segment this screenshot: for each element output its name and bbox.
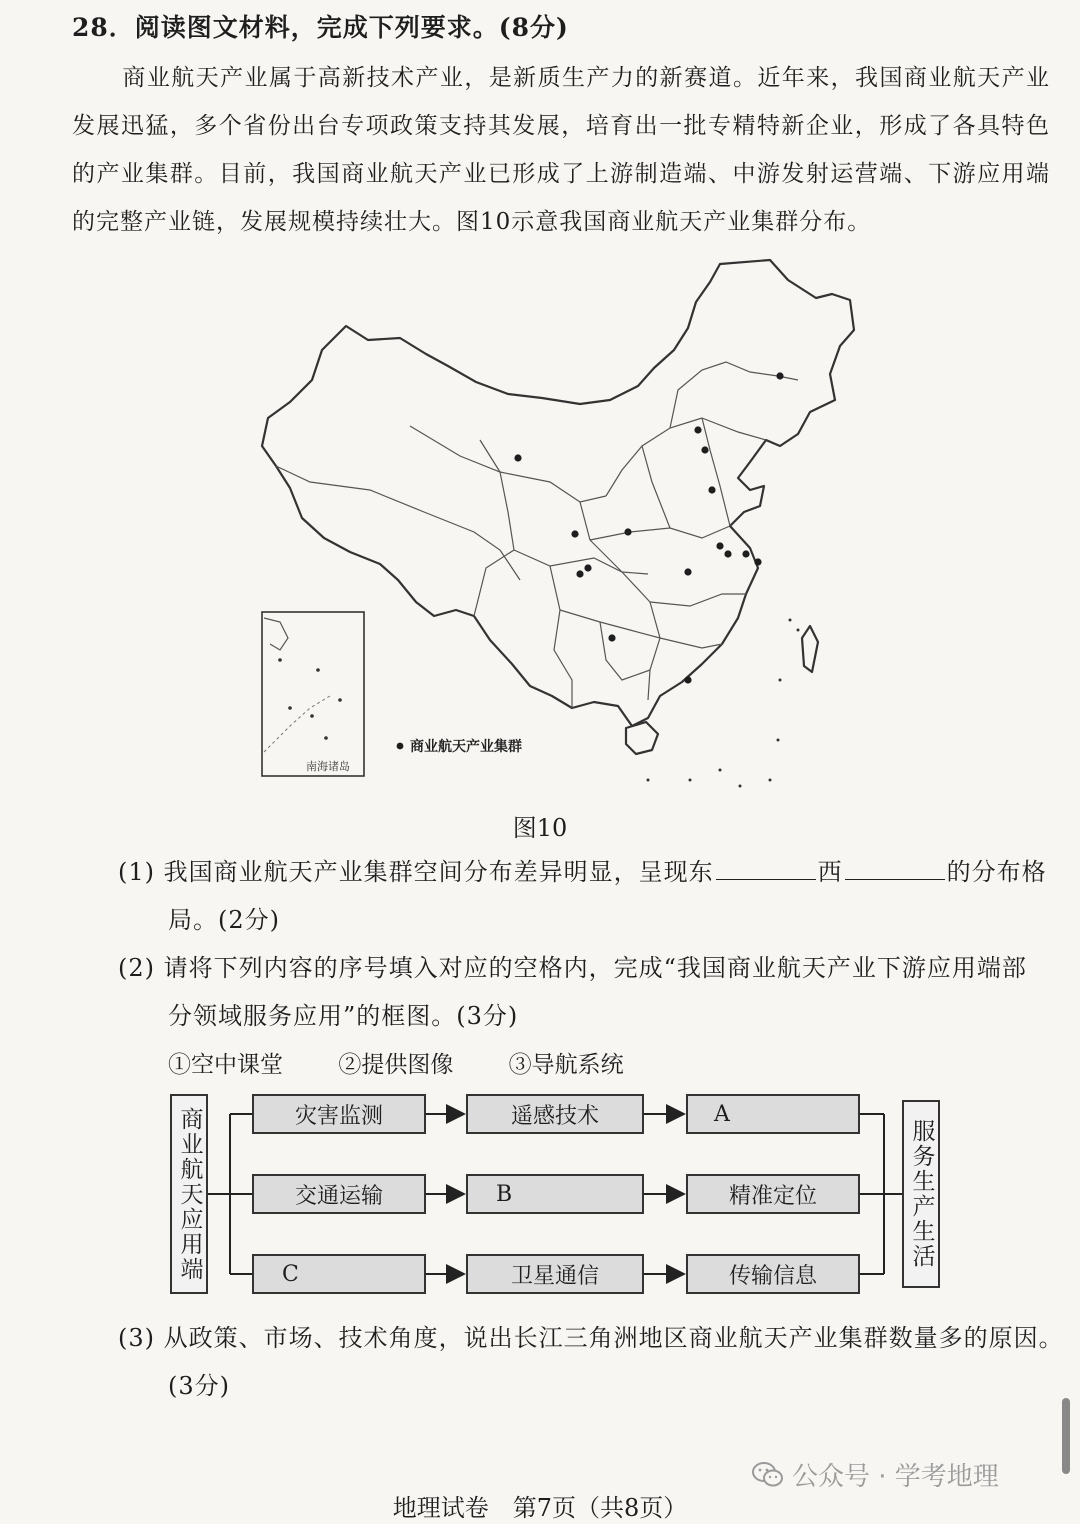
watermark-text: 公众号 · 学考地理: [792, 1462, 999, 1492]
material-text: 商业航天产业属于高新技术产业，是新质生产力的新赛道。近年来，我国商业航天产业发展迅猛，多个省份出台专项政策支持其发展，培育出一批专精特新企业，形成了各具特色的产业集群。目前，我国商业航天产业已形成了上游制造端、中游发射运营端、下游应用端的完整产业链，发展规模持续壮大。图10示意我国商业航天产业集群分布。: [72, 65, 1050, 235]
box-precise-positioning: 精准定位: [686, 1174, 860, 1214]
sub-question-3: (3) 从政策、市场、技术角度，说出长江三角洲地区商业航天产业集群数量多的原因。 (3分): [118, 1324, 1064, 1400]
answer-blank-west[interactable]: [845, 855, 945, 880]
cluster-dot: [608, 634, 615, 641]
cluster-dot: [776, 372, 783, 379]
industry-cluster-dots: [514, 372, 783, 683]
legend-dot: [397, 743, 404, 750]
cluster-dot: [694, 426, 701, 433]
blank-b-label: B: [496, 1181, 513, 1207]
flow-end-box: 服务生产生活: [902, 1100, 940, 1288]
cluster-dot: [584, 564, 591, 571]
option-1: ①空中课堂: [168, 1052, 283, 1078]
inset-label: 南海诸岛: [306, 760, 350, 773]
option-3: ③导航系统: [508, 1052, 624, 1078]
page-footer: 地理试卷 第7页（共8页）: [392, 1494, 688, 1522]
cluster-dot: [716, 542, 723, 549]
box-blank-b[interactable]: [466, 1174, 644, 1214]
box-transportation: 交通运输: [252, 1174, 426, 1214]
taiwan-island: [802, 626, 818, 672]
cluster-dot: [684, 676, 691, 683]
option-list: [168, 1046, 672, 1079]
box-remote-sensing: 遥感技术: [466, 1094, 644, 1134]
wechat-icon: [752, 1461, 784, 1489]
box-blank-c[interactable]: [252, 1254, 426, 1294]
box-disaster-monitoring: 灾害监测: [252, 1094, 426, 1134]
box-blank-a[interactable]: [686, 1094, 860, 1134]
figure-caption: 图10: [512, 814, 568, 842]
scrollbar[interactable]: [1062, 1398, 1070, 1474]
cluster-dot: [571, 530, 578, 537]
legend-label: 商业航天产业集群: [410, 739, 522, 755]
cluster-dot: [754, 558, 761, 565]
answer-blank-east[interactable]: [716, 855, 816, 880]
flow-start-box: 商业航天应用端: [170, 1094, 208, 1294]
cluster-dot: [514, 454, 521, 461]
blank-a-label: A: [714, 1101, 730, 1127]
sub-question-1: (1) 我国商业航天产业集群空间分布差异明显，呈现东 西 的分布格 局。(2分): [118, 848, 1047, 944]
cluster-dot: [576, 570, 583, 577]
box-satellite-communication: 卫星通信: [466, 1254, 644, 1294]
china-map-figure: [250, 250, 860, 800]
cluster-dot: [684, 568, 691, 575]
box-transmit-information: 传输信息: [686, 1254, 860, 1294]
cluster-dot: [724, 550, 731, 557]
option-2: ②提供图像: [338, 1052, 454, 1078]
hainan-island: [626, 722, 658, 754]
material-paragraph: [72, 54, 1050, 246]
cluster-dot: [708, 486, 715, 493]
cluster-dot: [701, 446, 708, 453]
cluster-dot: [742, 550, 749, 557]
inset-map: [262, 612, 364, 776]
cluster-dot: [624, 528, 631, 535]
map-legend: [397, 738, 522, 755]
sub-question-2: (2) 请将下列内容的序号填入对应的空格内，完成“我国商业航天产业下游应用端部 分领域服务应用”的框图。(3分): [118, 954, 1027, 1030]
blank-c-label: C: [282, 1261, 299, 1287]
question-heading: 28．阅读图文材料，完成下列要求。(8分): [72, 13, 569, 42]
